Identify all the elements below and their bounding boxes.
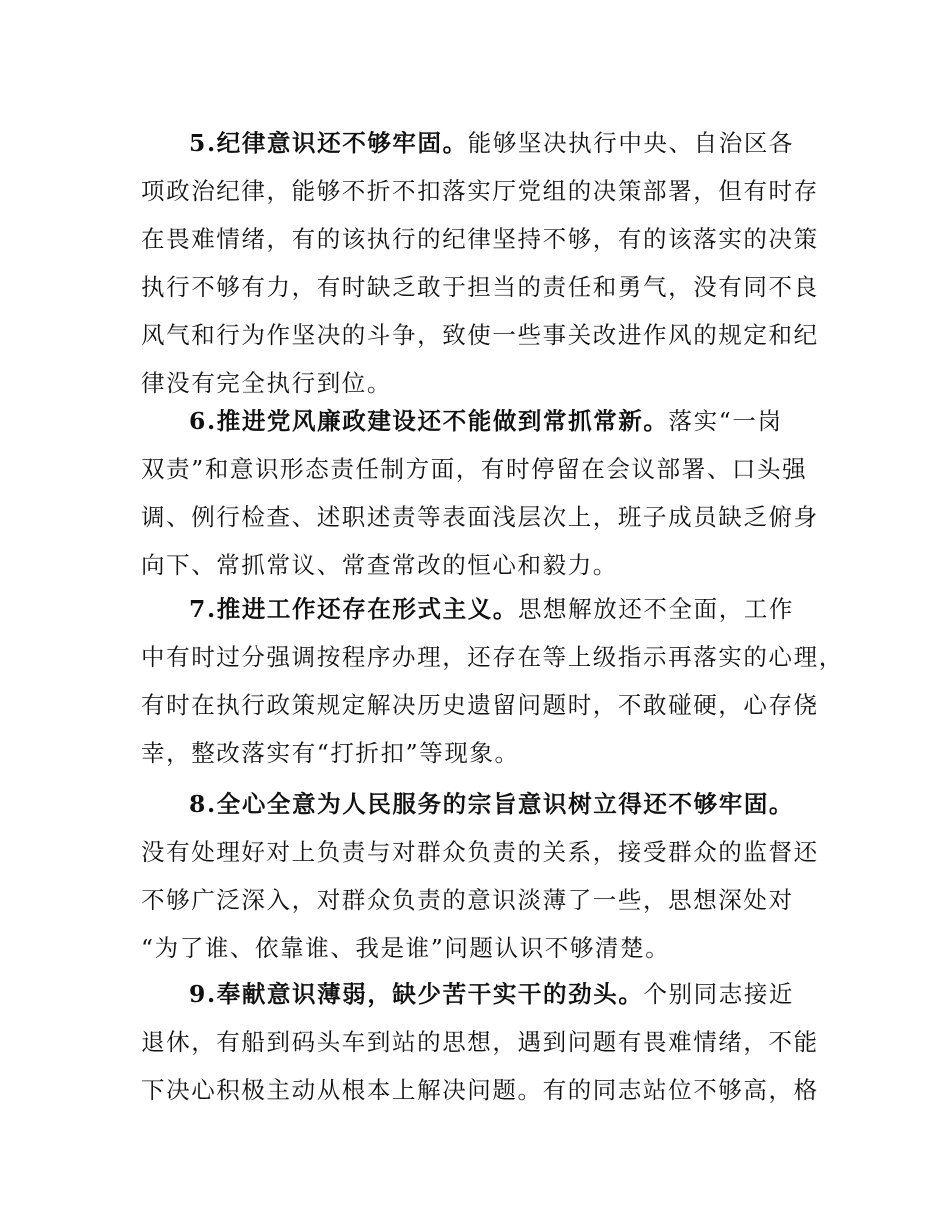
paragraph-line: 不够广泛深入，对群众负责的意识淡薄了一些，思想深处对	[141, 886, 794, 914]
paragraph-line: 下决心积极主动从根本上解决问题。有的同志站位不够高，格	[141, 1076, 819, 1104]
paragraph-first-line	[141, 397, 831, 445]
paragraph-7	[141, 585, 844, 777]
paragraph-line: 退休，有船到码头车到站的思想，遇到问题有畏难情绪，不能	[141, 1028, 819, 1056]
paragraph-text: 能够坚决执行中央、自治区各	[467, 129, 795, 157]
paragraph-8	[141, 780, 831, 972]
paragraph-text: 个别同志接近	[643, 980, 795, 1008]
paragraph-first-line	[141, 970, 831, 1018]
paragraph-line: 中有时过分强调按程序办理，还存在等上级指示再落实的心理，	[141, 643, 844, 671]
paragraph-text: 思想解放还不全面，工作	[517, 595, 795, 623]
paragraph-line: 调、例行检查、述职述责等表面浅层次上，班子成员缺乏俯身	[141, 503, 819, 531]
paragraph-line: 向下、常抓常议、常查常改的恒心和毅力。	[141, 551, 618, 579]
paragraph-heading: 7.推进工作还存在形式主义。	[189, 595, 518, 623]
paragraph-heading: 5.纪律意识还不够牢固。	[189, 129, 468, 157]
paragraph-9	[141, 970, 831, 1114]
paragraph-5	[141, 119, 831, 407]
paragraph-6	[141, 397, 831, 589]
paragraph-heading: 6.推进党风廉政建设还不能做到常抓常新。	[189, 407, 669, 435]
paragraph-line: 幸，整改落实有“打折扣”等现象。	[141, 739, 520, 767]
paragraph-line: 项政治纪律，能够不折不扣落实厅党组的决策部署，但有时存	[141, 177, 819, 205]
paragraph-line: 执行不够有力，有时缺乏敢于担当的责任和勇气，没有同不良	[141, 273, 819, 301]
paragraph-heading: 8.全心全意为人民服务的宗旨意识树立得还不够牢固。	[189, 790, 795, 818]
paragraph-line: 双责”和意识形态责任制方面，有时停留在会议部署、口头强	[141, 455, 808, 483]
paragraph-first-line	[141, 780, 831, 828]
paragraph-text: 落实“一岗	[668, 407, 783, 435]
paragraph-line: 律没有完全执行到位。	[141, 369, 392, 397]
paragraph-line: 没有处理好对上负责与对群众负责的关系，接受群众的监督还	[141, 838, 819, 866]
paragraph-line: “为了谁、依靠谁、我是谁”问题认识不够清楚。	[141, 934, 671, 962]
paragraph-heading: 9.奉献意识薄弱，缺少苦干实干的劲头。	[189, 980, 644, 1008]
paragraph-line: 风气和行为作坚决的斗争，致使一些事关改进作风的规定和纪	[141, 321, 819, 349]
paragraph-line: 在畏难情绪，有的该执行的纪律坚持不够，有的该落实的决策	[141, 225, 819, 253]
paragraph-first-line	[141, 119, 831, 167]
paragraph-first-line	[141, 585, 831, 633]
paragraph-line: 有时在执行政策规定解决历史遗留问题时，不敢碰硬，心存侥	[141, 691, 819, 719]
